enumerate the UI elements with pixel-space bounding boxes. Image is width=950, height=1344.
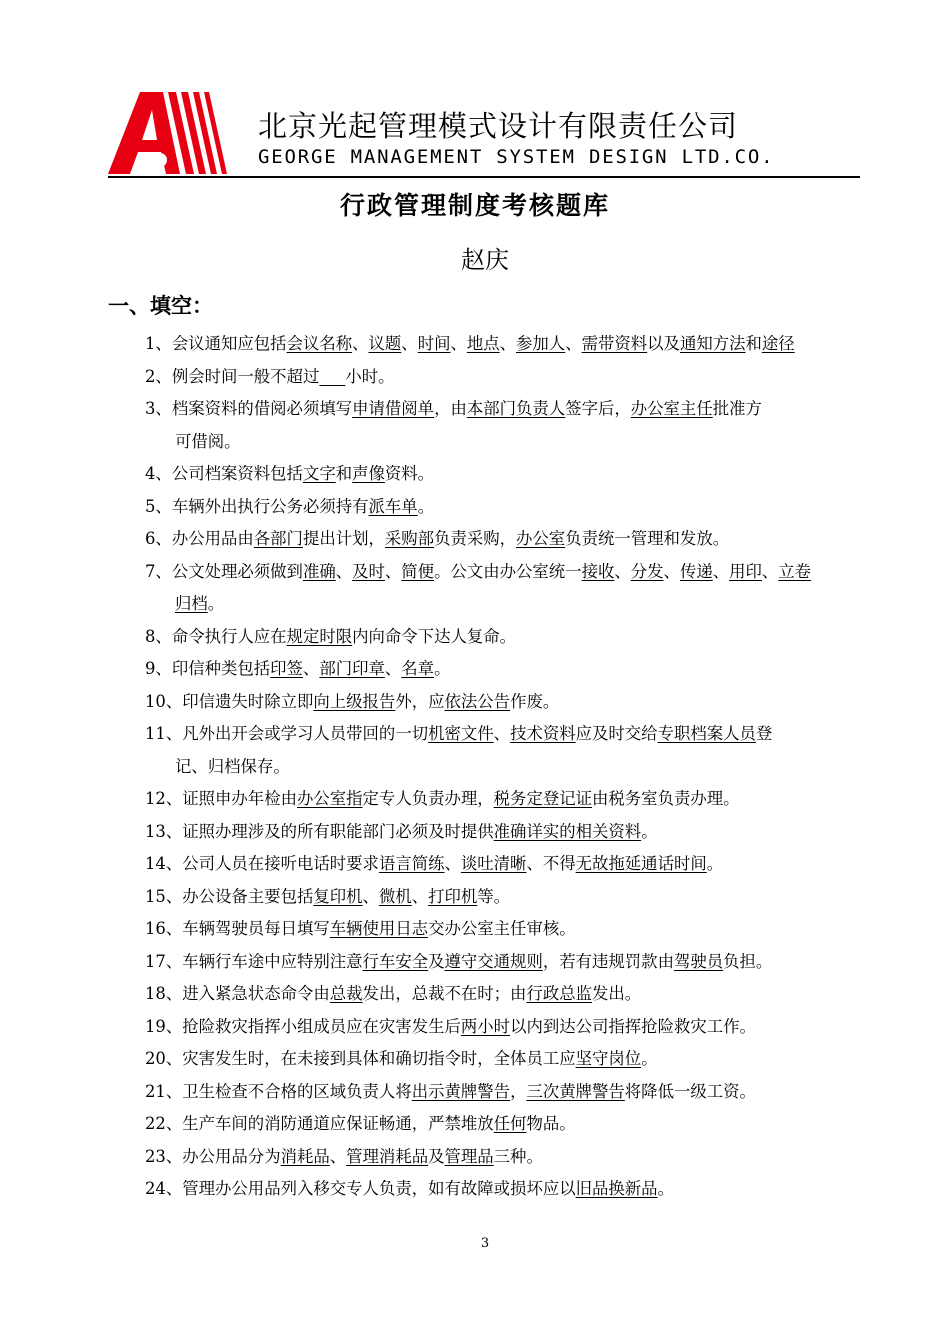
question-text: 、 xyxy=(444,854,461,873)
answer-blank: 通知方法 xyxy=(679,334,746,353)
answer-blank xyxy=(319,367,345,386)
answer-blank: 准确详实的相关资料 xyxy=(493,821,642,841)
answer-blank: 会议名称 xyxy=(286,334,353,353)
question-list xyxy=(145,328,863,1206)
question-text: 、 xyxy=(384,659,402,678)
question-text: 。 xyxy=(641,821,658,841)
question-text: 以及 xyxy=(647,334,680,353)
answer-blank: 办公室 xyxy=(516,529,566,548)
answer-blank: 驾驶员 xyxy=(673,951,724,971)
answer-blank: 机密文件 xyxy=(428,724,494,743)
question-text: 由税务室负责办理。 xyxy=(592,789,740,808)
question-text: 10、印信遗失时除立即 xyxy=(145,691,314,711)
question-text: 。 xyxy=(641,1049,658,1068)
question-item xyxy=(145,1141,863,1174)
question-item xyxy=(145,361,863,394)
question-text: 、 xyxy=(614,561,631,581)
question-text: 24、管理办公用品列入移交专人负责，如有故障或损坏应以 xyxy=(145,1179,576,1198)
question-text: 记、归档保存。 xyxy=(175,756,290,776)
question-text: 将降低一级工资。 xyxy=(624,1081,756,1101)
answer-blank: 微机 xyxy=(378,886,412,906)
question-text: 4、公司档案资料包括 xyxy=(145,464,303,483)
question-item xyxy=(145,621,863,654)
question-text: 8、命令执行人应在 xyxy=(145,626,287,646)
answer-blank: 派车单 xyxy=(368,496,418,516)
answer-blank: 声像 xyxy=(352,464,385,483)
answer-blank: 地点 xyxy=(466,334,500,353)
question-text: 18、进入紧急状态命令由 xyxy=(145,984,330,1003)
question-text: 作废。 xyxy=(510,691,560,711)
answer-blank: 依法公告 xyxy=(444,691,511,711)
answer-blank: 办公室主任 xyxy=(630,399,713,418)
answer-blank: 技术资料 xyxy=(510,724,576,743)
question-text: 22、生产车间的消防通道应保证畅通，严禁堆放 xyxy=(145,1114,494,1133)
answer-blank: 遵守交通规则 xyxy=(444,951,543,971)
company-name-cn: 北京光起管理模式设计有限责任公司 xyxy=(258,109,739,143)
question-continuation xyxy=(145,426,863,459)
answer-blank: 采购部 xyxy=(384,529,435,548)
question-text: 负责统一管理和发放。 xyxy=(565,529,730,548)
question-text: 16、车辆驾驶员每日填写 xyxy=(145,919,330,938)
question-text: 2、例会时间一般不超过 xyxy=(145,366,320,386)
answer-blank: 税务定登记证 xyxy=(493,789,593,808)
question-text: 、 xyxy=(493,724,511,743)
answer-blank: 旧品换新品 xyxy=(575,1179,658,1198)
question-item xyxy=(145,523,863,556)
question-text: 内向命令下达人复命。 xyxy=(352,626,517,646)
question-text: 登 xyxy=(755,724,773,743)
red-letter-a-logo-icon xyxy=(108,92,238,174)
question-text: 、 xyxy=(362,886,379,906)
answer-blank: 名章 xyxy=(401,659,435,678)
question-text: 23、办公用品分为 xyxy=(145,1146,281,1166)
question-text: 。 xyxy=(207,594,225,613)
question-text: 负责采购， xyxy=(434,529,517,548)
answer-blank: 归档 xyxy=(175,594,208,613)
answer-blank: 坚守岗位 xyxy=(575,1049,642,1068)
question-text: 。 xyxy=(706,854,724,873)
answer-blank: 各部门 xyxy=(253,529,303,548)
question-item xyxy=(145,1043,863,1076)
answer-blank: 无故拖延通话时间 xyxy=(575,854,707,873)
question-text: 14、公司人员在接听电话时要求 xyxy=(145,854,379,873)
question-item xyxy=(145,816,863,849)
question-text: 签字后， xyxy=(565,399,631,418)
answer-blank: 办公室指 xyxy=(296,789,363,808)
answer-blank: 印签 xyxy=(270,659,303,678)
question-item xyxy=(145,556,863,621)
answer-blank: 传递 xyxy=(679,561,713,581)
question-text: 、 xyxy=(761,561,779,581)
answer-blank: 管理品 xyxy=(444,1146,494,1166)
question-text: ，由 xyxy=(434,399,467,418)
question-item xyxy=(145,686,863,719)
question-text: 20、灾害发生时，在未接到具体和确切指令时，全体员工应 xyxy=(145,1049,576,1068)
answer-blank: 管理消耗品 xyxy=(346,1146,429,1166)
answer-blank: 部门印章 xyxy=(319,659,385,678)
question-text: 、 xyxy=(329,1146,347,1166)
question-text: 三种。 xyxy=(493,1146,543,1166)
author-name: 赵庆 xyxy=(461,246,509,274)
question-item xyxy=(145,1076,863,1109)
answer-blank: 简便 xyxy=(401,561,435,581)
question-text: 、 xyxy=(565,334,582,353)
question-text: 批准方 xyxy=(712,399,762,418)
answer-blank: 立卷 xyxy=(778,561,812,581)
question-text: 外，应 xyxy=(395,691,445,711)
answer-blank: 打印机 xyxy=(428,886,478,906)
question-text: 。公文由办公室统一 xyxy=(434,561,582,581)
answer-blank: 需带资料 xyxy=(581,334,648,353)
question-item xyxy=(145,783,863,816)
question-text: 、 xyxy=(352,334,369,353)
question-text: 发出。 xyxy=(592,984,642,1003)
question-item xyxy=(145,393,863,458)
question-text: 、不得 xyxy=(526,854,576,873)
question-text: 和 xyxy=(745,334,762,353)
question-item xyxy=(145,1173,863,1206)
question-text: 9、印信种类包括 xyxy=(145,659,271,678)
question-text: 7、公文处理必须做到 xyxy=(145,561,303,581)
answer-blank: 语言简练 xyxy=(378,854,445,873)
question-item xyxy=(145,718,863,783)
question-text: 、 xyxy=(401,334,418,353)
question-item xyxy=(145,491,863,524)
question-text: 负担。 xyxy=(723,951,773,971)
answer-blank: 出示黄牌警告 xyxy=(411,1081,511,1101)
question-text: 、 xyxy=(384,561,402,581)
question-text: 13、证照办理涉及的所有职能部门必须及时提供 xyxy=(145,821,494,841)
header-divider xyxy=(108,176,860,178)
question-text: 、 xyxy=(411,886,429,906)
question-text: ， xyxy=(510,1081,527,1101)
question-continuation xyxy=(145,751,863,784)
question-text: 资料。 xyxy=(384,464,435,483)
question-text: 及 xyxy=(428,1146,445,1166)
question-text: 等。 xyxy=(477,886,511,906)
answer-blank: 行政总监 xyxy=(526,984,593,1003)
question-text: 、 xyxy=(450,334,467,353)
question-text: 、 xyxy=(663,561,680,581)
answer-blank: 两小时 xyxy=(460,1016,511,1036)
page-number: 3 xyxy=(480,1236,490,1251)
answer-blank: 分发 xyxy=(630,561,664,581)
question-text: 交办公室主任审核。 xyxy=(428,919,576,938)
answer-blank: 文字 xyxy=(302,464,336,483)
question-text: 应及时交给 xyxy=(575,724,658,743)
question-item xyxy=(145,1011,863,1044)
question-text: 小时。 xyxy=(345,366,395,386)
answer-blank: 及时 xyxy=(352,561,385,581)
question-text: 11、凡外出开会或学习人员带回的一切 xyxy=(145,724,429,743)
question-text: 3、档案资料的借阅必须填写 xyxy=(145,399,353,418)
question-text: 。 xyxy=(657,1179,674,1198)
answer-blank: 接收 xyxy=(581,561,615,581)
company-name-en: GEORGE MANAGEMENT SYSTEM DESIGN LTD.CO. xyxy=(258,146,775,168)
question-item xyxy=(145,653,863,686)
answer-blank: 复印机 xyxy=(313,886,363,906)
question-text: 12、证照申办年检由 xyxy=(145,789,297,808)
question-text: 发出，总裁不在时；由 xyxy=(362,984,527,1003)
question-text: 5、车辆外出执行公务必须持有 xyxy=(145,496,369,516)
question-text: 可借阅。 xyxy=(175,431,241,451)
question-item xyxy=(145,328,863,361)
document-title: 行政管理制度考核题库 xyxy=(339,191,610,220)
answer-blank: 任何 xyxy=(493,1114,527,1133)
question-text: 提出计划， xyxy=(302,529,385,548)
question-continuation xyxy=(145,588,863,621)
answer-blank: 向上级报告 xyxy=(313,691,396,711)
answer-blank: 车辆使用日志 xyxy=(329,919,429,938)
answer-blank: 申请借阅单 xyxy=(352,399,435,418)
answer-blank: 谈吐清晰 xyxy=(460,854,527,873)
question-text: 。 xyxy=(417,496,435,516)
question-item xyxy=(145,946,863,979)
answer-blank: 行车安全 xyxy=(362,951,429,971)
answer-blank: 途径 xyxy=(761,334,795,353)
question-text: 及 xyxy=(428,951,445,971)
question-text: 1、会议通知应包括 xyxy=(145,334,287,353)
answer-blank: 参加人 xyxy=(516,334,566,353)
question-text: ，若有违规罚款由 xyxy=(542,951,674,971)
question-text: 物品。 xyxy=(526,1114,576,1133)
question-item xyxy=(145,881,863,914)
answer-blank: 规定时限 xyxy=(286,626,353,646)
answer-blank: 总裁 xyxy=(329,984,363,1003)
answer-blank: 专职档案人员 xyxy=(657,724,756,743)
answer-blank: 本部门负责人 xyxy=(466,399,566,418)
question-text: 、 xyxy=(712,561,730,581)
question-text: 6、办公用品由 xyxy=(145,529,254,548)
question-text: 21、卫生检查不合格的区域负责人将 xyxy=(145,1081,412,1101)
question-text: 17、车辆行车途中应特别注意 xyxy=(145,951,363,971)
question-text: 、 xyxy=(302,659,320,678)
answer-blank: 消耗品 xyxy=(280,1146,330,1166)
section-heading: 一、填空： xyxy=(108,294,213,318)
question-text: 和 xyxy=(335,464,353,483)
question-item xyxy=(145,848,863,881)
question-item xyxy=(145,978,863,1011)
question-text: 。 xyxy=(434,659,451,678)
question-text: 19、抢险救灾指挥小组成员应在灾害发生后 xyxy=(145,1016,461,1036)
answer-blank: 用印 xyxy=(729,561,762,581)
answer-blank: 三次黄牌警告 xyxy=(526,1081,625,1101)
answer-blank: 时间 xyxy=(417,334,451,353)
question-text: 15、办公设备主要包括 xyxy=(145,886,314,906)
question-text: 以内到达公司指挥抢险救灾工作。 xyxy=(510,1016,756,1036)
question-item xyxy=(145,458,863,491)
question-text: 、 xyxy=(499,334,517,353)
question-text: 、 xyxy=(335,561,353,581)
question-text: 定专人负责办理， xyxy=(362,789,494,808)
answer-blank: 准确 xyxy=(302,561,336,581)
question-item xyxy=(145,913,863,946)
answer-blank: 议题 xyxy=(368,334,402,353)
question-item xyxy=(145,1108,863,1141)
